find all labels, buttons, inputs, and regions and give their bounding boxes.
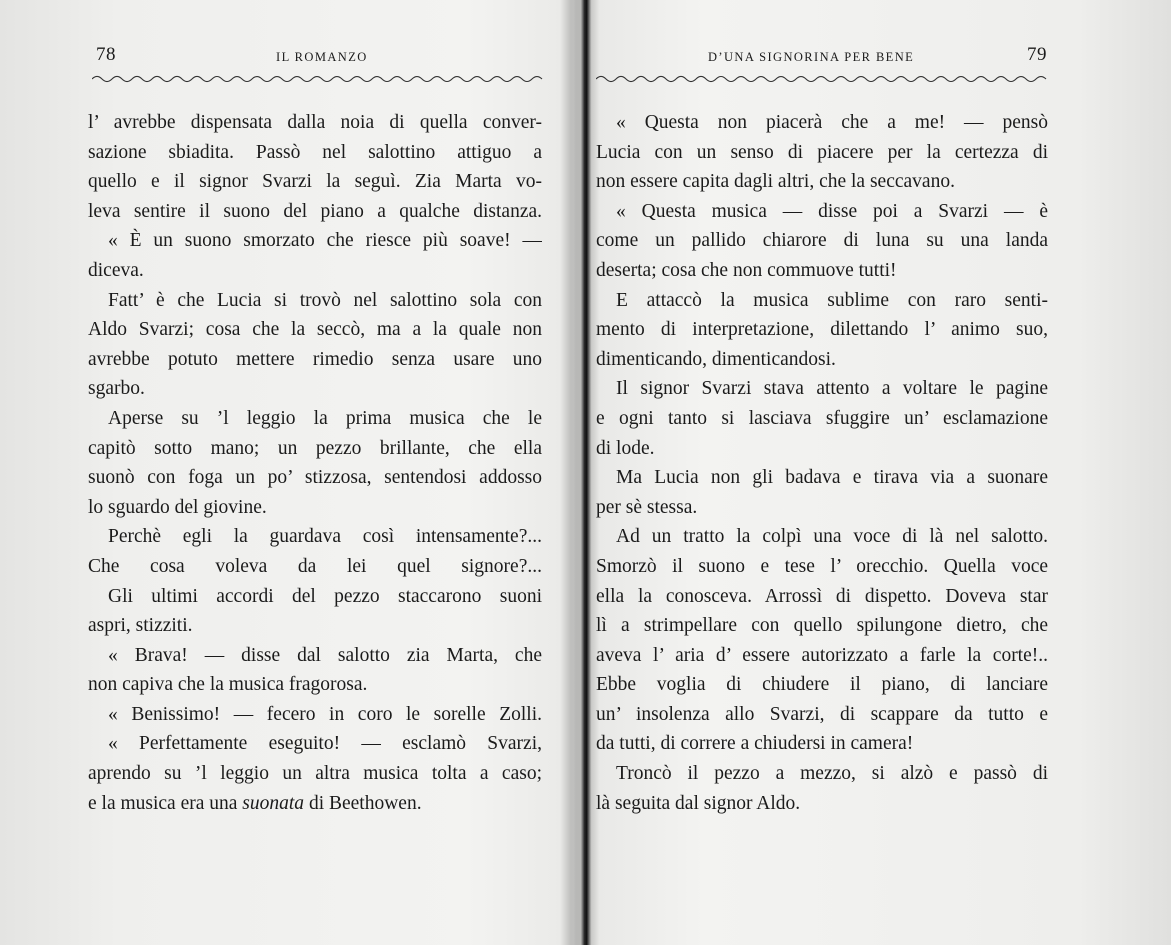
text-line: di lode. (596, 437, 655, 459)
text-line: E attaccò la musica sublime con raro senti- (616, 289, 1048, 311)
text-line: dimenticando, dimenticandosi. (596, 348, 836, 370)
text-line: « Benissimo! — fecero in coro le sorelle Zolli. (108, 703, 542, 725)
text-line: Ma Lucia non gli badava e tirava via a suonare (616, 467, 1048, 489)
text-line: Ad un tratto la colpì una voce di là nel salotto. (616, 526, 1048, 548)
text-line: Il signor Svarzi stava attento a voltare le pagine (616, 378, 1048, 400)
text-line: quello e il signor Svarzi la seguì. Zia Marta vo- (88, 171, 542, 193)
text-line: diceva. (88, 259, 144, 281)
text-line: l’ avrebbe dispensata dalla noia di quella conver- (88, 112, 542, 133)
text-fragment: e la musica era una (88, 792, 238, 814)
text-line: « Brava! — disse dal salotto zia Marta, che (108, 644, 542, 666)
text-line: « Questa musica — disse poi a Svarzi — è (616, 200, 1048, 222)
text-line: non capiva che la musica fragorosa. (88, 674, 368, 696)
text-line: Smorzò il suono e tese l’ orecchio. Quella voce (596, 555, 1048, 577)
text-line: non essere capita dagli altri, che la seccavano. (596, 171, 955, 193)
page-text (596, 108, 1048, 818)
text-line: aveva l’ aria d’ essere autorizzato a farle la corte!.. (596, 644, 1048, 666)
text-line: deserta; cosa che non commuove tutti! (596, 259, 897, 281)
text-line: lo sguardo del giovine. (88, 496, 267, 518)
page-number: 79 (1027, 44, 1047, 65)
text-line: da tutti, di correre a chiudersi in camera! (596, 733, 914, 755)
text-line: aspri, stizziti. (88, 615, 193, 637)
text-fragment: di Beethowen. (308, 792, 422, 814)
text-line: e ogni tanto si lasciava sfuggire un’ esclamazione (596, 407, 1048, 429)
text-line: lì a strimpellare con quello spilungone dietro, che (596, 615, 1048, 637)
text-line: « Perfettamente eseguito! — esclamò Svarzi, (108, 733, 542, 755)
text-line: Aperse su ’l leggio la prima musica che le (108, 407, 542, 429)
text-line: Ebbe voglia di chiudere il piano, di lanciare (596, 674, 1048, 696)
text-line: mento di interpretazione, dilettando l’ animo suo, (596, 319, 1048, 341)
text-line: un’ insolenza allo Svarzi, di scappare da tutto e (596, 703, 1048, 725)
text-line: Lucia con un senso di piacere per la certezza di (596, 141, 1048, 163)
running-head: D’UNA SIGNORINA PER BENE (708, 50, 915, 64)
left-page (0, 0, 566, 945)
text-line: Aldo Svarzi; cosa che la seccò, ma a la quale non (88, 319, 542, 341)
text-line: « Questa non piacerà che a me! — pensò (616, 112, 1048, 133)
italic-word: suonata (242, 792, 305, 814)
text-line: come un pallido chiarore di luna su una landa (596, 230, 1048, 252)
text-line: Perchè egli la guardava così intensamente?... (108, 526, 542, 548)
right-page (584, 0, 1171, 945)
text-line: là seguita dal signor Aldo. (596, 792, 801, 814)
text-line: Gli ultimi accordi del pezzo staccarono suoni (108, 585, 542, 607)
text-line: capitò sotto mano; un pezzo brillante, che ella (88, 437, 542, 459)
text-line (88, 789, 542, 819)
text-line: leva sentire il suono del piano a qualche distanza. (88, 200, 542, 222)
decorative-wavy-rule (92, 72, 546, 86)
text-line: Fatt’ è che Lucia si trovò nel salottino sola con (108, 289, 542, 311)
text-line: suonò con foga un po’ stizzosa, sentendosi addosso (88, 467, 542, 489)
text-line: aprendo su ’l leggio un altra musica tolta a caso; (88, 763, 542, 785)
running-head: IL ROMANZO (276, 50, 368, 64)
text-line: « È un suono smorzato che riesce più soave! — (108, 230, 542, 252)
text-line: avrebbe potuto mettere rimedio senza usare uno (88, 348, 542, 370)
text-line: Che cosa voleva da lei quel signore?... (88, 555, 542, 577)
text-line: sazione sbiadita. Passò nel salottino attiguo a (88, 141, 542, 163)
text-line: sgarbo. (88, 378, 145, 400)
text-line: ella la conosceva. Arrossì di dispetto. Doveva star (596, 585, 1048, 607)
text-line: per sè stessa. (596, 496, 698, 518)
page-text (88, 108, 542, 818)
text-line: Troncò il pezzo a mezzo, si alzò e passò di (616, 763, 1048, 785)
decorative-wavy-rule (596, 72, 1048, 86)
page-number: 78 (96, 44, 116, 65)
